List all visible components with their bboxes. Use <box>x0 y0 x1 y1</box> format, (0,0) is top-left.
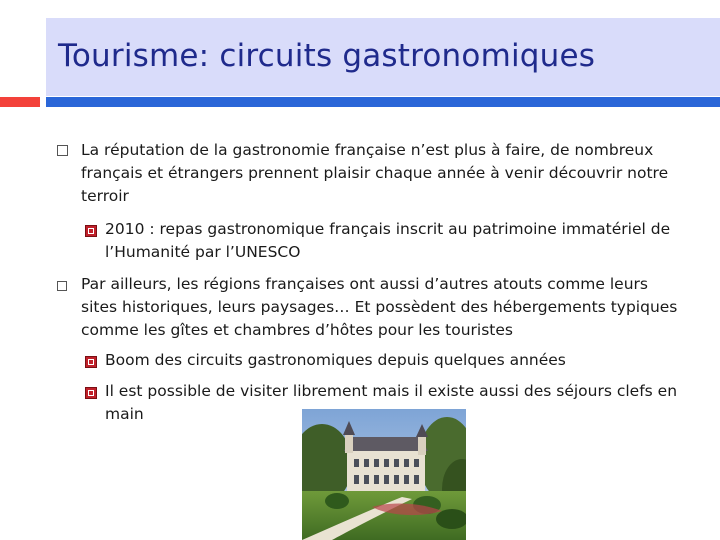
sub-bullet-2-1-text <box>105 349 695 372</box>
chateau-photo <box>302 409 466 540</box>
accent-bar-blue <box>46 97 720 107</box>
bullet-1-line: terroir <box>81 187 129 205</box>
bullet-box-icon <box>57 145 68 156</box>
bullet-2-line: comme les gîtes et chambres d’hôtes pour les touristes <box>81 321 513 339</box>
sub-bullet-icon <box>85 387 97 399</box>
sub-bullet-line: main <box>105 405 144 423</box>
bullet-1-text <box>81 139 691 208</box>
sub-bullet-line: Il est possible de visiter librement mais il existe aussi des séjours clefs en <box>105 382 678 400</box>
sub-bullet-line: 2010 : repas gastronomique français inscrit au patrimoine immatériel de <box>105 220 671 238</box>
sub-bullet-line: Boom des circuits gastronomiques depuis quelques années <box>105 351 566 369</box>
bullet-box-icon <box>57 281 67 291</box>
bullet-1-line: français et étrangers prennent plaisir chaque année à venir découvrir notre <box>81 164 669 182</box>
sub-bullet-icon <box>85 225 97 237</box>
accent-bar-red <box>0 97 40 107</box>
sub-bullet-line: l’Humanité par l’UNESCO <box>105 243 301 261</box>
bullet-2-line: Par ailleurs, les régions françaises ont aussi d’autres atouts comme leurs <box>81 275 648 293</box>
sub-bullet-1-1-text <box>105 218 695 264</box>
sub-bullet-icon <box>85 356 97 368</box>
slide-title: Tourisme: circuits gastronomiques <box>58 38 596 74</box>
chateau-photo-svg <box>302 409 466 540</box>
bullet-2-line: sites historiques, leurs paysages… Et possèdent des hébergements typiques <box>81 298 678 316</box>
bullet-1-line: La réputation de la gastronomie française n’est plus à faire, de nombreux <box>81 141 654 159</box>
bullet-2-text <box>81 273 691 342</box>
